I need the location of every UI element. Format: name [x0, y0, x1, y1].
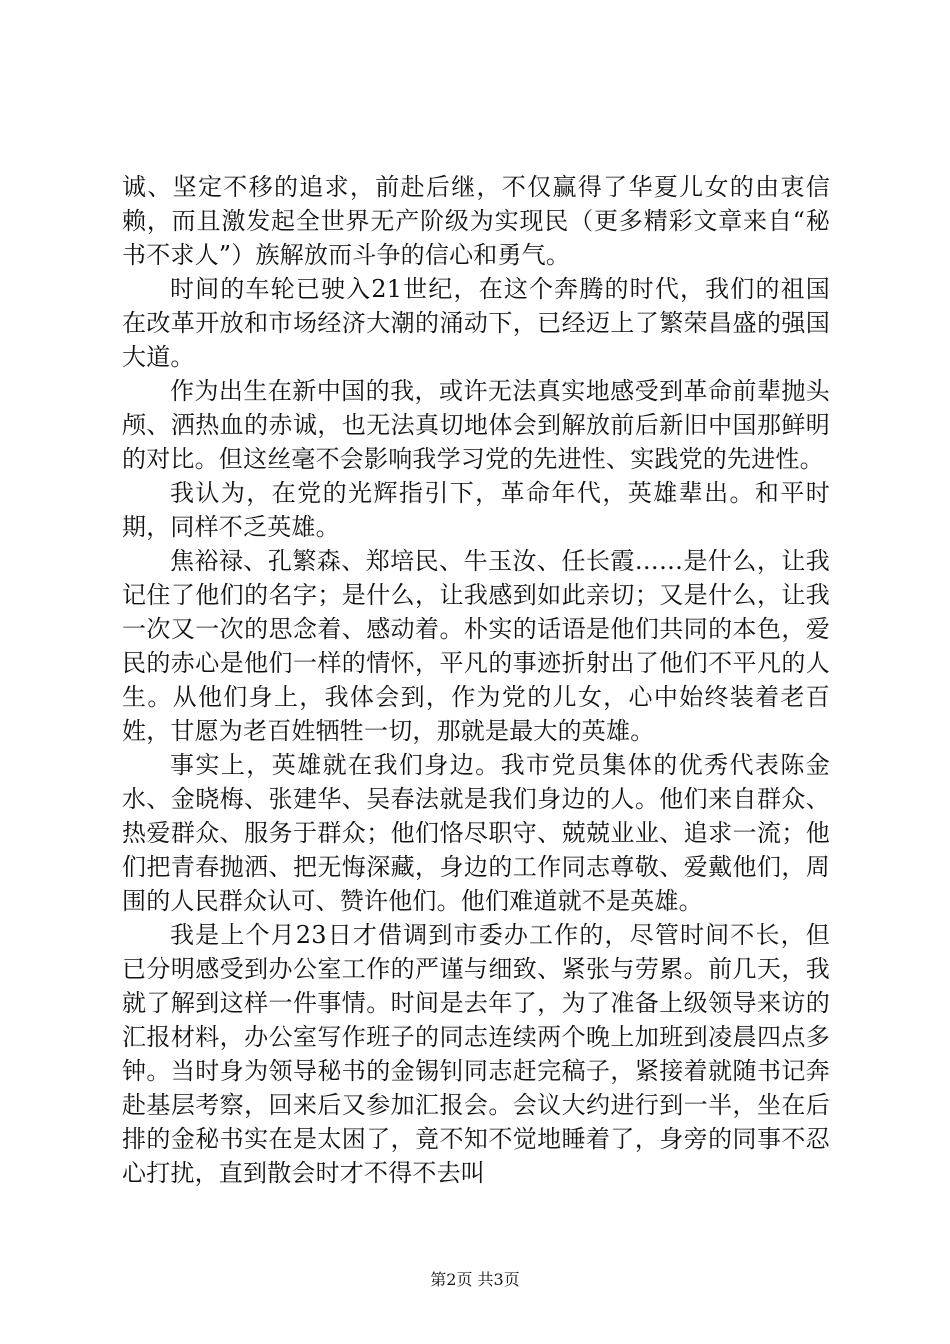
paragraph: 焦裕禄、孔繁森、郑培民、牛玉汝、任长霞……是什么，让我记住了他们的名字；是什么，让我感到如此亲切；又是什么，让我一次又一次的思念着、感动着。朴实的话语是他们共同的本色，爱民的赤心是他们一样的情怀，平凡的事迹折射出了他们不平凡的人生。从他们身上，我体会到，作为党的儿女，心中始终装着老百姓，甘愿为老百姓牺牲一切，那就是最大的英雄。 — [122, 547, 830, 745]
paragraph: 作为出生在新中国的我，或许无法真实地感受到革命前辈抛头颅、洒热血的赤诚，也无法真切地体会到解放前后新旧中国那鲜明的对比。但这丝毫不会影响我学习党的先进性、实践党的先进性。 — [122, 377, 830, 473]
paragraph: 我是上个月23日才借调到市委办工作的，尽管时间不长，但已分明感受到办公室工作的严谨与细致、紧张与劳累。前几天，我就了解到这样一件事情。时间是去年了，为了准备上级领导来访的汇报材料，办公室写作班子的同志连续两个晚上加班到凌晨四点多钟。当时身为领导秘书的金锡钊同志赶完稿子，紧接着就随书记奔赴基层考察，回来后又参加汇报会。会议大约进行到一半，坐在后排的金秘书实在是太困了，竟不知不觉地睡着了，身旁的同事不忍心打扰，直到散会时才不得不去叫 — [122, 921, 830, 1187]
page-footer: 第2页 共3页 — [430, 1270, 520, 1289]
paragraph: 时间的车轮已驶入21世纪，在这个奔腾的时代，我们的祖国在改革开放和市场经济大潮的涌动下，已经迈上了繁荣昌盛的强国大道。 — [122, 275, 830, 371]
paragraph: 事实上，英雄就在我们身边。我市党员集体的优秀代表陈金水、金晓梅、张建华、吴春法就是我们身边的人。他们来自群众、热爱群众、服务于群众；他们恪尽职守、兢兢业业、追求一流；他们把青春抛洒、把无悔深藏，身边的工作同志尊敬、爱戴他们，周围的人民群众认可、赞许他们。他们难道就不是英雄。 — [122, 751, 830, 915]
body-text — [122, 170, 830, 1190]
paragraph: 我认为，在党的光辉指引下，革命年代，英雄辈出。和平时期，同样不乏英雄。 — [122, 479, 830, 541]
paragraph-continued: 诚、坚定不移的追求，前赴后继，不仅赢得了华夏儿女的由衷信赖，而且激发起全世界无产阶级为实现民（更多精彩文章来自“秘书不求人”）族解放而斗争的信心和勇气。 — [122, 173, 830, 269]
